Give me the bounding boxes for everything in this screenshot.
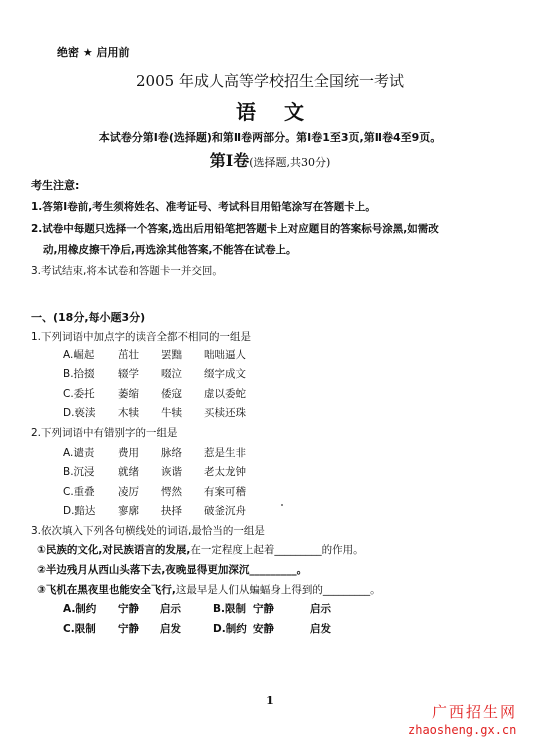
option-cell: 罢黜 — [161, 349, 182, 361]
confidential-label: 绝密 ★ 启用前 — [57, 46, 130, 59]
note-item: 1.答第Ⅰ卷前,考生须将姓名、准考证号、考试科目用铅笔涂写在答题卡上。 — [31, 201, 376, 213]
option-cell: 宁静 — [118, 603, 139, 615]
sentence-plain: 这最早是人们从蝙蝠身上得到的_________。 — [175, 584, 381, 596]
option-cell: C.限制 — [63, 623, 96, 635]
option-cell: 启示 — [310, 603, 331, 615]
volume-heading — [0, 148, 540, 171]
sentence-1 — [37, 542, 364, 557]
option-cell: 啜泣 — [161, 368, 182, 380]
option-cell: 辍学 — [118, 368, 139, 380]
option-cell: 有案可稽 — [204, 486, 246, 498]
watermark-url: zhaosheng.gx.cn — [408, 723, 517, 737]
option-cell: 凌厉 — [118, 486, 139, 498]
subject-title: 语文 — [236, 100, 332, 124]
question-2-stem: 2.下列词语中有错别字的一组是 — [31, 427, 178, 439]
question-1-stem: 1.下列词语中加点字的读音全都不相同的一组是 — [31, 331, 252, 343]
section-heading: 一、(18分,每小题3分) — [31, 311, 146, 324]
option-cell: 寥廓 — [118, 505, 139, 517]
option-cell: 宁静 — [253, 603, 274, 615]
note-item: 2.试卷中每题只选择一个答案,选出后用铅笔把答题卡上对应题目的答案标号涂黑,如需改 — [31, 223, 439, 235]
sentence-bold: ②半边残月从西山头落下去,夜晚显得更加深沉_________。 — [37, 564, 308, 576]
option-cell: 牛犊 — [161, 407, 182, 419]
option-cell: 老太龙钟 — [204, 466, 246, 478]
exam-intro: 本试卷分第Ⅰ卷(选择题)和第Ⅱ卷两部分。第Ⅰ卷1至3页,第Ⅱ卷4至9页。 — [98, 131, 442, 144]
option-cell: D.黯达 — [63, 505, 96, 517]
option-cell: B.限制 — [213, 603, 246, 615]
volume-title: 第Ⅰ卷 — [209, 151, 250, 170]
sentence-bold: ①民族的文化,对民族语言的发展, — [37, 544, 191, 556]
option-cell: A.崛起 — [63, 349, 95, 361]
option-cell: 倭寇 — [161, 388, 182, 400]
note-item: 动,用橡皮擦干净后,再选涂其他答案,不能答在试卷上。 — [43, 244, 297, 256]
option-cell: B.拾掇 — [63, 368, 95, 380]
volume-note: (选择题,共30分) — [249, 156, 331, 169]
option-cell: 诙谐 — [161, 466, 182, 478]
sentence-bold: ③飞机在黑夜里也能安全飞行, — [37, 584, 176, 596]
option-cell: 就绪 — [118, 466, 139, 478]
option-cell: A.谴责 — [63, 447, 95, 459]
option-cell: 破釜沉舟 — [204, 505, 246, 517]
note-item: 3.考试结束,将本试卷和答题卡一并交回。 — [31, 265, 223, 277]
option-cell: 木犊 — [118, 407, 139, 419]
scan-speck — [281, 504, 283, 506]
option-cell: 费用 — [118, 447, 139, 459]
watermark-name: 广西招生网 — [432, 703, 518, 721]
option-cell: 愕然 — [161, 486, 182, 498]
option-cell: 虚以委蛇 — [204, 388, 246, 400]
option-cell: 惹是生非 — [204, 447, 246, 459]
option-cell: 启示 — [160, 603, 181, 615]
notes-heading: 考生注意: — [31, 179, 80, 192]
option-cell: C.委托 — [63, 388, 95, 400]
sentence-plain: 在一定程度上起着_________的作用。 — [190, 544, 364, 556]
option-cell: 启发 — [310, 623, 331, 635]
option-cell: 启发 — [160, 623, 181, 635]
option-cell: D.制约 — [213, 623, 247, 635]
option-cell: 茁壮 — [118, 349, 139, 361]
option-cell: D.亵渎 — [63, 407, 96, 419]
option-cell: B.沉浸 — [63, 466, 95, 478]
option-cell: 脉络 — [161, 447, 182, 459]
option-cell: 买椟还珠 — [204, 407, 246, 419]
exam-title: 2005 年成人高等学校招生全国统一考试 — [136, 72, 404, 90]
option-cell: 抉择 — [161, 505, 182, 517]
page-number: 1 — [266, 694, 274, 707]
option-cell: 安静 — [253, 623, 274, 635]
question-3-stem: 3.依次填入下列各句横线处的词语,最恰当的一组是 — [31, 525, 265, 537]
option-cell: C.重叠 — [63, 486, 95, 498]
option-cell: 萎缩 — [118, 388, 139, 400]
option-cell: 缀字成文 — [204, 368, 246, 380]
option-cell: 咄咄逼人 — [204, 349, 246, 361]
sentence-3 — [37, 582, 381, 597]
sentence-2 — [37, 562, 307, 577]
option-cell: 宁静 — [118, 623, 139, 635]
option-cell: A.制约 — [63, 603, 97, 615]
